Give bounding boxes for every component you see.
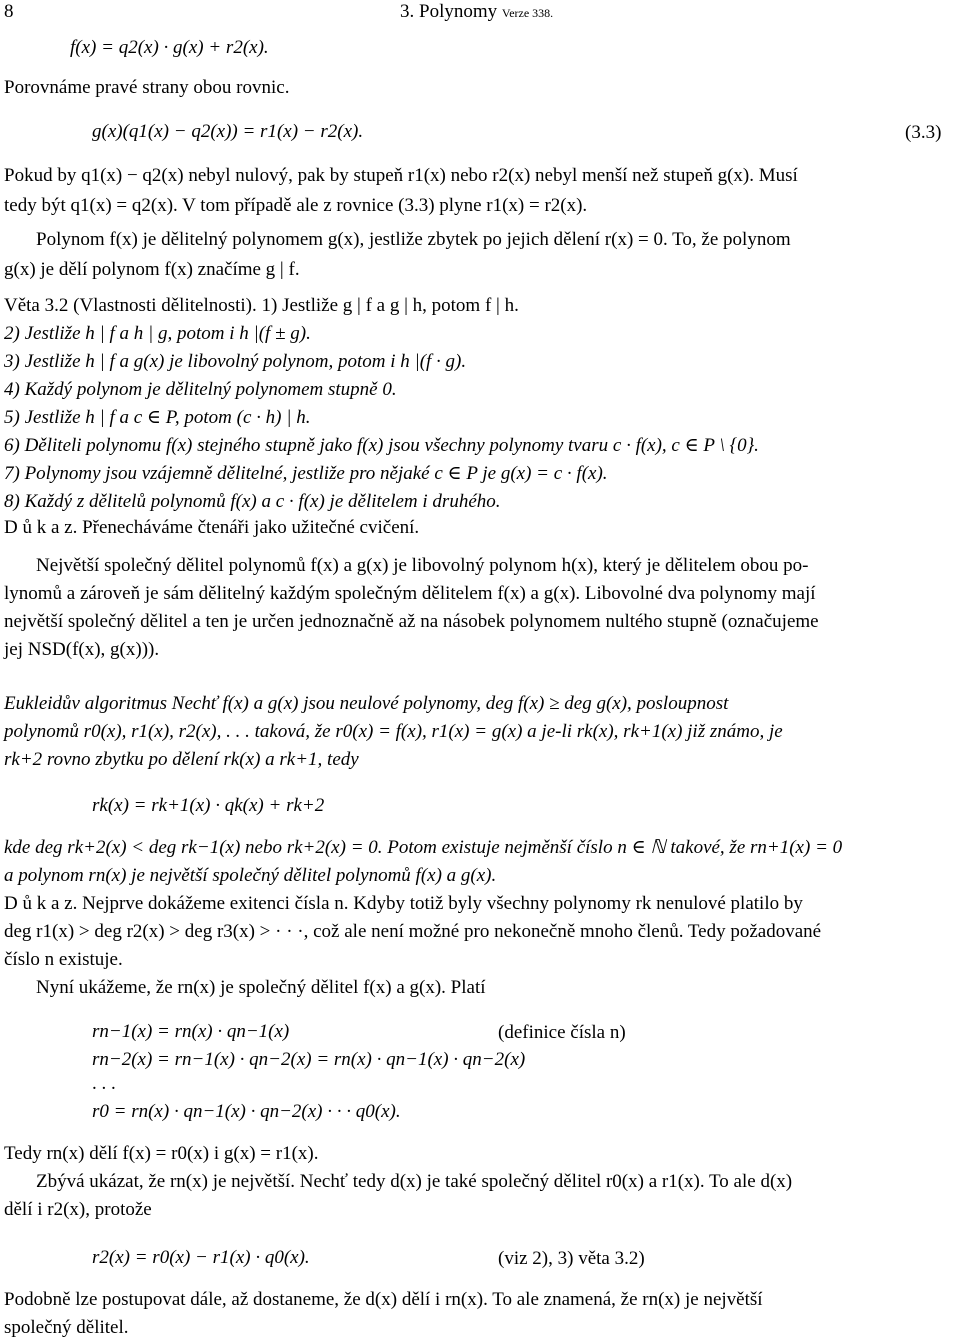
running-header: [400, 2, 553, 23]
text-line: Tedy rn(x) dělí f(x) = r0(x) i g(x) = r1(x).: [4, 1143, 319, 1164]
text-line: Porovnáme pravé strany obou rovnic.: [4, 77, 290, 98]
equation-number: (3.3): [905, 122, 942, 143]
equation-3-3: g(x)(q1(x) − q2(x)) = r1(x) − r2(x).: [92, 121, 364, 142]
equation-line: . . .: [92, 1073, 116, 1094]
theorem-item: 5) Jestliže h | f a c ∈ P, potom (c · h) | h.: [4, 407, 311, 428]
text-line: lynomů a zároveň je sám dělitelný každým společným dělitelem f(x) a g(x). Libovolné dva polynomy mají: [4, 583, 816, 604]
text-line: Nyní ukážeme, že rn(x) je společný dělitel f(x) a g(x). Platí: [36, 977, 486, 998]
equation-line: rn−1(x) = rn(x) · qn−1(x): [92, 1021, 290, 1042]
equation-line: rn−2(x) = rn−1(x) · qn−2(x) = rn(x) · qn−1(x) · qn−2(x): [92, 1049, 526, 1070]
text-line: dělí i r2(x), protože: [4, 1199, 152, 1220]
text-line: deg r1(x) > deg r2(x) > deg r3(x) > · · ·, což ale není možné pro nekonečně mnoho členů. Tedy požadované: [4, 921, 822, 942]
equation-line: r0 = rn(x) · qn−1(x) · qn−2(x) · · · q0(x).: [92, 1101, 401, 1122]
text-line: největší společný dělitel a ten je určen jednoznačně až na násobek polynomem nultého stupně (označujeme: [4, 611, 819, 632]
theorem-item: 8) Každý z dělitelů polynomů f(x) a c · f(x) je dělitelem i druhého.: [4, 491, 501, 512]
version-label: Verze 338.: [501, 6, 554, 20]
text-line: Zbývá ukázat, že rn(x) je největší. Nechť tedy d(x) je také společný dělitel r0(x) a r1(x). To ale d(x): [36, 1171, 793, 1192]
text-line: jej NSD(f(x), g(x))).: [4, 639, 160, 660]
text-line: tedy být q1(x) = q2(x). V tom případě ale z rovnice (3.3) plyne r1(x) = r2(x).: [4, 195, 588, 216]
euclid-heading: Eukleidův algoritmus Nechť f(x) a g(x) jsou neulové polynomy, deg f(x) ≥ deg g(x), posloupnost: [4, 693, 729, 714]
page-number: 8: [4, 1, 14, 22]
theorem-item: 3) Jestliže h | f a g(x) je libovolný polynom, potom i h |(f · g).: [4, 351, 467, 372]
equation-line: f(x) = q2(x) · g(x) + r2(x).: [70, 37, 269, 58]
theorem-item: 6) Děliteli polynomu f(x) stejného stupně jako f(x) jsou všechny polynomy tvaru c · f(x), c ∈ P \ {0}.: [4, 435, 759, 456]
text-line: Podobně lze postupovat dále, až dostaneme, že d(x) dělí i rn(x). To ale znamená, že rn(x) je největší: [4, 1289, 763, 1310]
equation-note: (definice čísla n): [498, 1022, 626, 1043]
theorem-heading: Věta 3.2 (Vlastnosti dělitelnosti). 1) Jestliže g | f a g | h, potom f | h.: [4, 295, 519, 316]
theorem-item: 2) Jestliže h | f a h | g, potom i h |(f ± g).: [4, 323, 311, 344]
proof-line: D ů k a z. Přenecháváme čtenáři jako užitečné cvičení.: [4, 517, 420, 538]
equation-line: r2(x) = r0(x) − r1(x) · q0(x).: [92, 1247, 310, 1268]
text-line: Pokud by q1(x) − q2(x) nebyl nulový, pak by stupeň r1(x) nebo r2(x) nebyl menší než stupeň g(x). Musí: [4, 165, 798, 186]
text-line: g(x) je dělí polynom f(x) značíme g | f.: [4, 259, 300, 280]
text-line: číslo n existuje.: [4, 949, 123, 970]
theorem-item: 7) Polynomy jsou vzájemně dělitelné, jestliže pro nějaké c ∈ P je g(x) = c · f(x).: [4, 463, 608, 484]
text-line: a polynom rn(x) je největší společný dělitel polynomů f(x) a g(x).: [4, 865, 497, 886]
chapter-title: 3. Polynomy: [400, 1, 498, 22]
definition-gcd: Největší společný dělitel polynomů f(x) a g(x) je libovolný polynom h(x), který je dělitelem obou po-: [36, 555, 809, 576]
definition-divisibility: Polynom f(x) je dělitelný polynomem g(x), jestliže zbytek po jejich dělení r(x) = 0. To, že polynom: [36, 229, 791, 250]
text-line: kde deg rk+2(x) < deg rk−1(x) nebo rk+2(x) = 0. Potom existuje nejměnší číslo n ∈ ℕ takové, že rn+1(x) = 0: [4, 837, 843, 858]
proof-line: D ů k a z. Nejprve dokážeme exitenci čísla n. Kdyby totiž byly všechny polynomy rk nenulové platilo by: [4, 893, 803, 914]
text-line: společný dělitel.: [4, 1317, 129, 1338]
theorem-item: 4) Každý polynom je dělitelný polynomem stupně 0.: [4, 379, 397, 400]
text-line: polynomů r0(x), r1(x), r2(x), . . . taková, že r0(x) = f(x), r1(x) = g(x) a je-li rk(x), rk+1(x) již známo, je: [4, 721, 783, 742]
text-line: rk+2 rovno zbytku po dělení rk(x) a rk+1, tedy: [4, 749, 359, 770]
equation-note: (viz 2), 3) věta 3.2): [498, 1248, 645, 1269]
euclid-equation: rk(x) = rk+1(x) · qk(x) + rk+2: [92, 795, 325, 816]
